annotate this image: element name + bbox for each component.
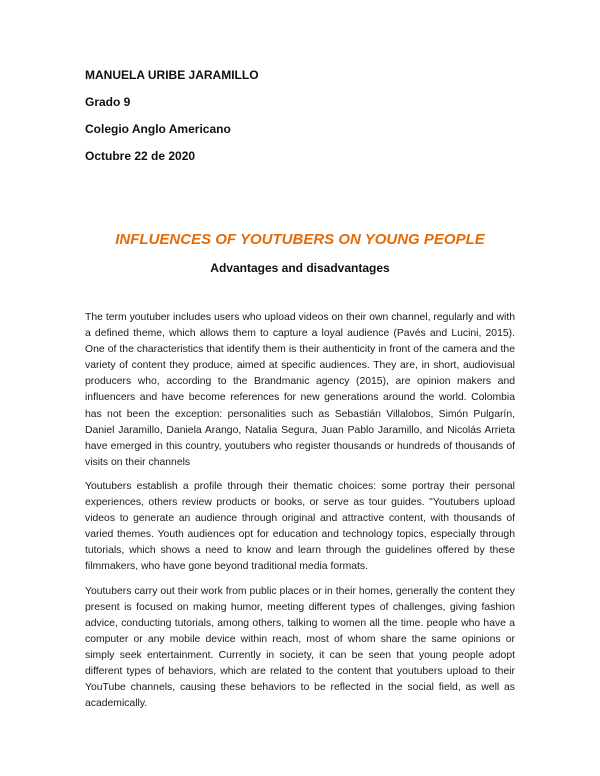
author-name: MANUELA URIBE JARAMILLO bbox=[85, 68, 259, 82]
grade-line: Grado 9 bbox=[85, 95, 131, 109]
document-header bbox=[85, 68, 259, 176]
document-title: INFLUENCES OF YOUTUBERS ON YOUNG PEOPLE bbox=[115, 231, 485, 248]
body-paragraph-2: Youtubers establish a profile through their thematic choices: some portray their personal experiences, others review products or books, or serve as tour guides. "Youtubers upload videos to generate an audience through original and attractive content, with thousands of varied themes. Youth audiences opt for education and technology topics, especially through tutorials, which shows a need to know and learn through the guidelines offered by these filmmakers, who have gone beyond traditional media formats. bbox=[85, 480, 515, 573]
document-subtitle: Advantages and disadvantages bbox=[210, 261, 390, 275]
body-paragraph-3: Youtubers carry out their work from public places or in their homes, generally the content they present is focused on making humor, meeting different types of challenges, giving fashion advice, conducting tutorials, among others, talking to women all the time. people who have a computer or any mobile device within reach, most of whom share the same opinions or simply seek entertainment. Currently in society, it can be seen that young people adopt different types of behaviors, which are related to the content that youtubers upload to their YouTube channels, causing these behaviors to be reflected in the social field, as well as academically. bbox=[85, 585, 515, 710]
body-paragraph-1: The term youtuber includes users who upload videos on their own channel, regularly and with a defined theme, which allows them to capture a loyal audience (Pavés and Lucini, 2015). One of the characteristics that identify them is their authenticity in front of the camera and the variety of content they produce, aimed at specific audiences. They are, in short, audiovisual producers who, according to the Brandmanic agency (2015), are opinion makers and influencers and have become references for new generations around the world. Colombia has not been the exception: personalities such as Sebastián Villalobos, Simón Pulgarín, Daniel Jaramillo, Daniela Arango, Natalia Segura, Juan Pablo Jaramillo, and Nicolás Arrieta have emerged in this country, youtubers who register thousands or hundreds of thousands of visits on their channels bbox=[85, 312, 515, 468]
document-body bbox=[85, 310, 515, 720]
school-name: Colegio Anglo Americano bbox=[85, 122, 231, 136]
date-line: Octubre 22 de 2020 bbox=[85, 149, 196, 163]
